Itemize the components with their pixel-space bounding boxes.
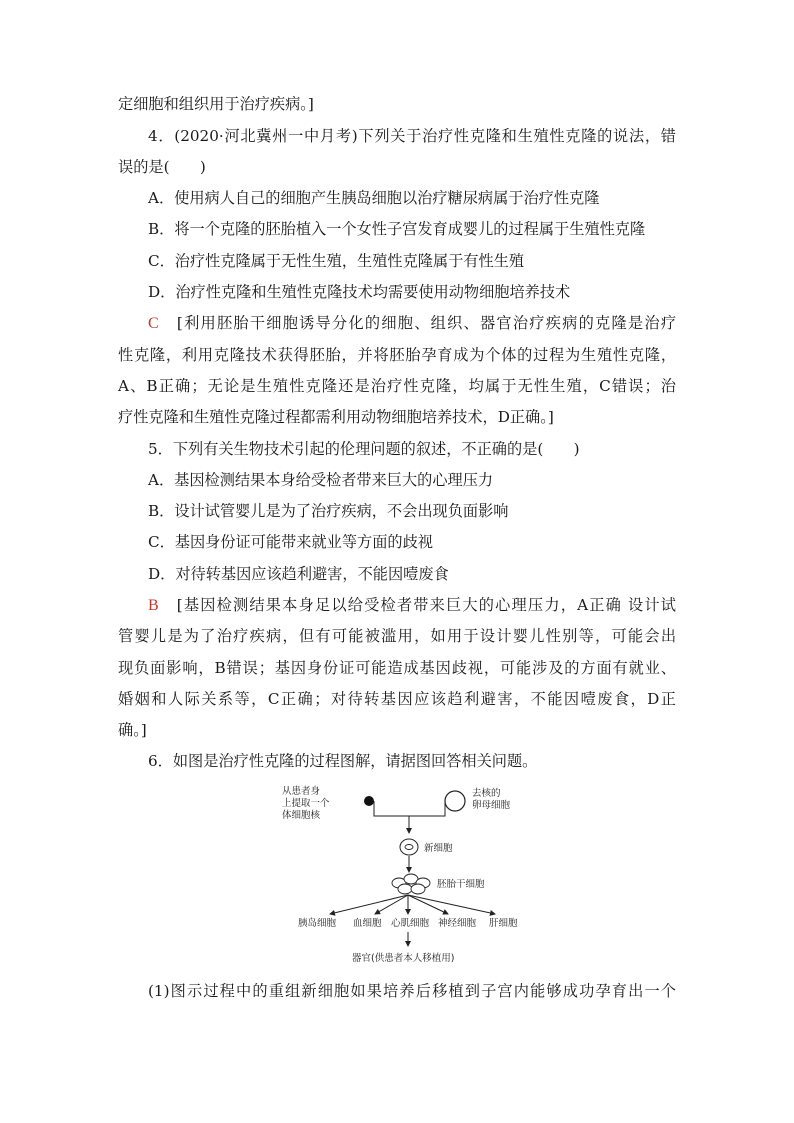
q5-option-c: C．基因身份证可能带来就业等方面的歧视: [148, 533, 433, 551]
egg-label-line1: 去核的: [472, 788, 501, 799]
q4-explanation-line2: 性克隆，利用克隆技术获得胚胎，并将胚胎孕育成为个体的过程为生殖性克隆，: [118, 346, 676, 364]
stem-cell-label: 胚胎干细胞: [437, 879, 485, 890]
q6-sub-question-1: (1)图示过程中的重组新细胞如果培养后移植到子宫内能够成功孕育出一个: [148, 982, 676, 1000]
output-nerve-cell: 神经细胞: [438, 918, 477, 929]
donor-label-line2: 上提取一个: [282, 798, 330, 809]
q4-explanation-text: [利用胚胎干细胞诱导分化的细胞、组织、器官治疗疾病的克隆是治疗: [176, 314, 677, 332]
donor-label-line1: 从患者身: [282, 786, 321, 797]
q5-stem: 5．下列有关生物技术引起的伦理问题的叙述，不正确的是( ): [148, 440, 580, 458]
q5-explanation-line1: [148, 595, 676, 616]
q4-stem-line2: 误的是( ): [118, 158, 206, 176]
q4-option-b: B．将一个克隆的胚胎植入一个女性子宫发育成婴儿的过程属于生殖性克隆: [148, 220, 646, 238]
organ-label: 器官(供患者本人移植用): [352, 953, 455, 964]
q4-stem-line1: 4．(2020·河北冀州一中月考)下列关于治疗性克隆和生殖性克隆的说法，错: [148, 127, 676, 145]
output-pancreatic-islet: 胰岛细胞: [298, 918, 337, 929]
therapeutic-cloning-diagram: [280, 780, 540, 970]
q5-option-d: D．对待转基因应该趋利避害，不能因噎废食: [148, 565, 449, 583]
q5-option-b: B．设计试管婴儿是为了治疗疾病，不会出现负面影响: [148, 502, 509, 520]
q4-option-d: D．治疗性克隆和生殖性克隆技术均需要使用动物细胞培养技术: [148, 283, 571, 301]
donor-label-line3: 体细胞核: [282, 810, 321, 821]
q5-explanation-text: [基因检测结果本身足以给受检者带来巨大的心理压力，A正确 设计试: [176, 596, 676, 614]
stem-cell-cluster-icon: [392, 874, 430, 894]
output-blood-cell: 血细胞: [353, 918, 382, 929]
q4-answer: C: [148, 315, 159, 332]
output-cardiac-cell: 心肌细胞: [391, 918, 430, 929]
somatic-nucleus-icon: [364, 796, 374, 806]
q4-explanation-line3: A、B正确；无论是生殖性克隆还是治疗性克隆，均属于无性生殖，C错误；治: [118, 377, 676, 395]
q5-explanation-line3: 现负面影响，B错误；基因身份证可能造成基因歧视，可能涉及的方面有就业、: [118, 659, 676, 677]
enucleated-egg-icon: [445, 791, 465, 811]
q5-explanation-line4: 婚姻和人际关系等，C正确；对待转基因应该趋利避害，不能因噎废食，D正: [118, 690, 676, 708]
q4-explanation-line4: 疗性克隆和生殖性克隆过程都需利用动物细胞培养技术，D正确。]: [118, 408, 554, 426]
q4-option-c: C．治疗性克隆属于无性生殖，生殖性克隆属于有性生殖: [148, 252, 525, 270]
q4-explanation-line1: [148, 313, 676, 334]
q4-option-a: A．使用病人自己的细胞产生胰岛细胞以治疗糖尿病属于治疗性克隆: [148, 189, 600, 207]
q5-answer: B: [148, 597, 159, 614]
q6-stem: 6．如图是治疗性克隆的过程图解，请据图回答相关问题。: [148, 752, 538, 770]
q5-explanation-line2: 管婴儿是为了治疗疾病，但有可能被滥用，如用于设计婴儿性别等，可能会出: [118, 627, 676, 645]
egg-label-line2: 卵母细胞: [472, 800, 511, 811]
merge-bracket: [374, 801, 445, 816]
new-cell-label: 新细胞: [424, 843, 453, 854]
output-liver-cell: 肝细胞: [489, 918, 518, 929]
continuation-line: 定细胞和组织用于治疗疾病。]: [118, 95, 314, 113]
new-cell-icon: [400, 839, 418, 855]
q5-option-a: A．基因检测结果本身给受检者带来巨大的心理压力: [148, 471, 494, 489]
q5-explanation-line5: 确。]: [118, 721, 147, 739]
